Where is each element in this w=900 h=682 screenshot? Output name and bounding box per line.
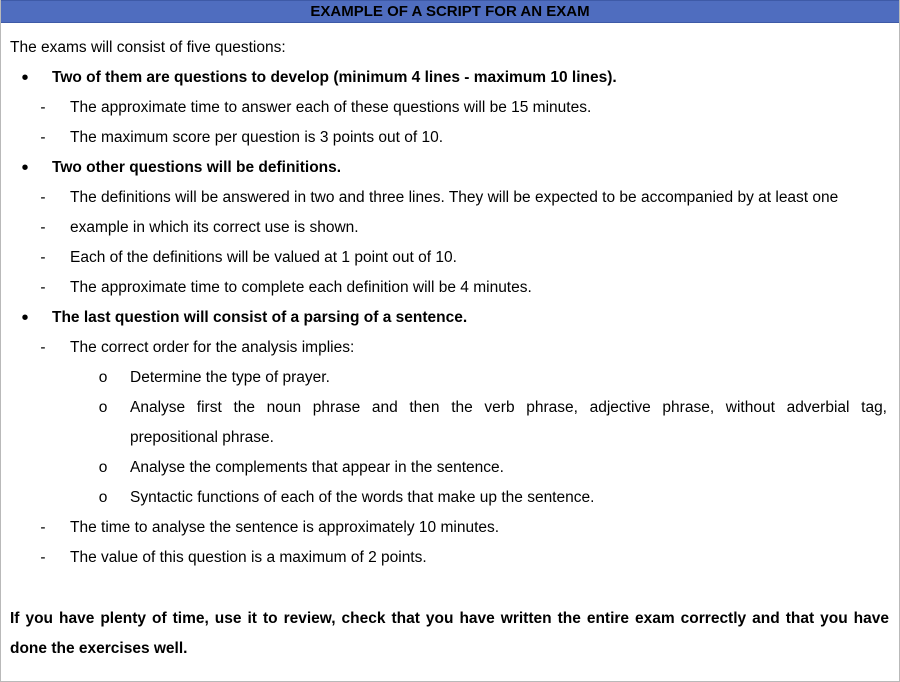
sub-list-item-text: Analyse the complements that appear in the sentence. [130, 459, 504, 476]
circle-marker: o [98, 459, 108, 476]
list-item [1, 333, 899, 363]
dash-marker: - [40, 249, 46, 266]
section-heading-text: Two other questions will be definitions. [52, 159, 342, 176]
footer-note: If you have plenty of time, use it to review, check that you have written the entire exam correctly and that you have done the exercises well. [10, 610, 889, 657]
section-heading-text: Two of them are questions to develop (minimum 4 lines - maximum 10 lines). [52, 69, 617, 86]
list-item-text: The definitions will be answered in two and three lines. They will be expected to be accompanied by at least one [70, 189, 839, 206]
dash-marker: - [40, 279, 46, 296]
list-item-text: example in which its correct use is shown. [70, 219, 359, 236]
circle-marker: o [98, 369, 108, 386]
dash-marker: - [40, 129, 46, 146]
list-item [1, 543, 899, 573]
dash-marker: - [40, 189, 46, 206]
bullet-marker: • [21, 67, 29, 89]
dash-marker: - [40, 549, 46, 566]
list-item [1, 123, 899, 153]
list-item [1, 243, 899, 273]
list-item-text: Each of the definitions will be valued at 1 point out of 10. [70, 249, 457, 266]
dash-marker: - [40, 519, 46, 536]
section-heading-parsing [1, 303, 899, 333]
list-item [1, 273, 899, 303]
sub-list-item [1, 393, 899, 423]
list-item [1, 513, 899, 543]
bullet-marker: • [21, 157, 29, 179]
bullet-marker: • [21, 307, 29, 329]
dash-marker: - [40, 219, 46, 236]
list-item-text: The time to analyse the sentence is approximately 10 minutes. [70, 519, 500, 536]
circle-marker: o [98, 489, 108, 506]
section-heading-definitions [1, 153, 899, 183]
sub-list-item [1, 453, 899, 483]
sub-list-item-text: Analyse first the noun phrase and then the verb phrase, adjective phrase, without adverbial tag, [130, 399, 887, 416]
list-item-text: The approximate time to complete each definition will be 4 minutes. [70, 279, 532, 296]
intro-text [10, 33, 899, 63]
page-title: EXAMPLE OF A SCRIPT FOR AN EXAM [1, 0, 899, 23]
sub-list-item-text: Syntactic functions of each of the words that make up the sentence. [130, 489, 595, 506]
sub-list-item-text: Determine the type of prayer. [130, 369, 330, 386]
sub-list-item [1, 483, 899, 513]
list-item-text: The approximate time to answer each of these questions will be 15 minutes. [70, 99, 592, 116]
section-heading-text: The last question will consist of a parsing of a sentence. [52, 309, 468, 326]
dash-marker: - [40, 339, 46, 356]
dash-marker: - [40, 99, 46, 116]
sub-list-item-text: prepositional phrase. [130, 429, 274, 446]
list-item-text: The correct order for the analysis implies: [70, 339, 355, 356]
list-item [1, 93, 899, 123]
section-heading-develop [1, 63, 899, 93]
list-item [1, 213, 899, 243]
intro-label: The exams will consist of five questions: [10, 39, 286, 56]
sub-list-item-continuation [1, 423, 899, 453]
list-item [1, 183, 899, 213]
list-item-text: The maximum score per question is 3 points out of 10. [70, 129, 444, 146]
sub-list-item [1, 363, 899, 393]
list-item-text: The value of this question is a maximum of 2 points. [70, 549, 427, 566]
circle-marker: o [98, 399, 108, 416]
